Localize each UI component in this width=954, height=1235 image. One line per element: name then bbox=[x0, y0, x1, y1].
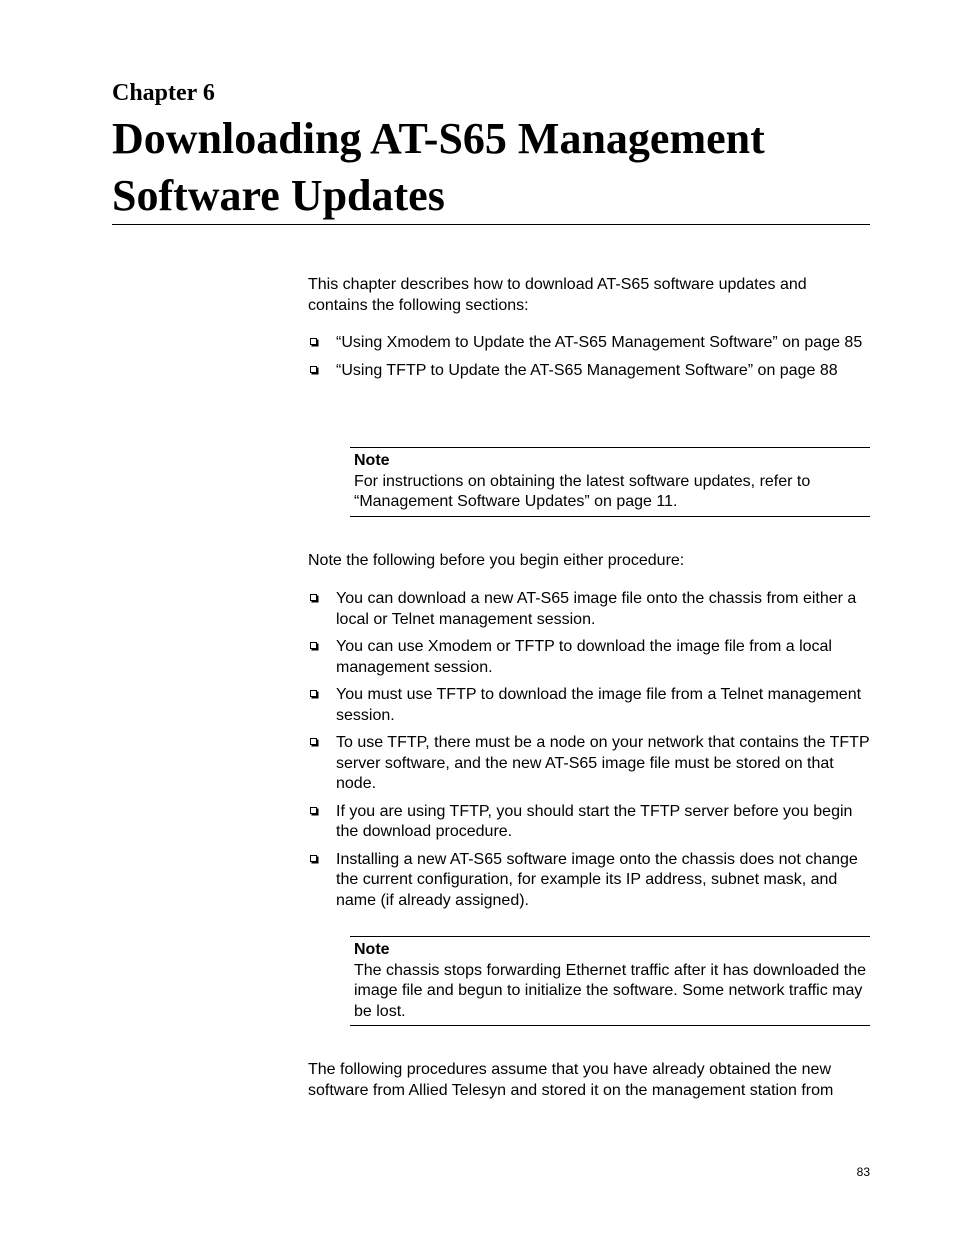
list-item-text: You can download a new AT-S65 image file onto the chassis from either a local or Telnet management session. bbox=[336, 590, 857, 628]
list-item-text: If you are using TFTP, you should start the TFTP server before you begin the download procedure. bbox=[336, 802, 853, 840]
checkbox-bullet-icon bbox=[310, 594, 317, 601]
note-heading: Note bbox=[354, 452, 390, 469]
list-item bbox=[308, 589, 870, 630]
checkbox-bullet-icon bbox=[310, 366, 317, 373]
list-item bbox=[308, 333, 870, 354]
page-number: 83 bbox=[856, 1165, 870, 1179]
note-box bbox=[350, 936, 870, 1026]
page-title: Downloading AT-S65 Management Software Updates bbox=[112, 114, 765, 220]
checkbox-bullet-icon bbox=[310, 642, 317, 649]
intro-paragraph: This chapter describes how to download AT-S65 software updates and contains the following sections: bbox=[308, 276, 807, 314]
list-item bbox=[308, 850, 870, 912]
procedure-intro-paragraph: Note the following before you begin either procedure: bbox=[308, 552, 685, 569]
checkbox-bullet-icon bbox=[310, 690, 317, 697]
title-divider bbox=[112, 224, 870, 225]
closing-paragraph: The following procedures assume that you have already obtained the new software from Allied Telesyn and stored it on the management station from bbox=[308, 1061, 834, 1099]
list-item-text: To use TFTP, there must be a node on your network that contains the TFTP server software, and the new AT-S65 image file must be stored on that node. bbox=[336, 734, 870, 792]
checkbox-bullet-icon bbox=[310, 338, 317, 345]
list-item bbox=[308, 361, 870, 382]
list-item-text: You must use TFTP to download the image file from a Telnet management session. bbox=[336, 686, 862, 724]
section-reference: “Using TFTP to Update the AT-S65 Management Software” on page 88 bbox=[336, 361, 838, 379]
list-item bbox=[308, 637, 870, 678]
checkbox-bullet-icon bbox=[310, 738, 317, 745]
list-item bbox=[308, 802, 870, 843]
note-text: The chassis stops forwarding Ethernet traffic after it has downloaded the image file and begun to initialize the software. Some network traffic may be lost. bbox=[354, 961, 866, 1020]
list-item-text: You can use Xmodem or TFTP to download the image file from a local management session. bbox=[336, 638, 832, 676]
section-reference: “Using Xmodem to Update the AT-S65 Management Software” on page 85 bbox=[336, 334, 863, 351]
note-heading: Note bbox=[354, 941, 390, 958]
section-list bbox=[308, 333, 870, 388]
checkbox-bullet-icon bbox=[310, 807, 317, 814]
list-item-text: Installing a new AT-S65 software image onto the chassis does not change the current configuration, for example its IP address, subnet mask, and name (if already assigned). bbox=[336, 850, 858, 909]
list-item bbox=[308, 685, 870, 726]
checkbox-bullet-icon bbox=[310, 855, 317, 862]
list-item bbox=[308, 733, 870, 795]
note-box bbox=[350, 447, 870, 517]
chapter-label: Chapter 6 bbox=[112, 80, 215, 106]
procedure-notes-list bbox=[308, 589, 870, 918]
note-text: For instructions on obtaining the latest software updates, refer to “Management Software Updates” on page 11. bbox=[354, 472, 811, 510]
